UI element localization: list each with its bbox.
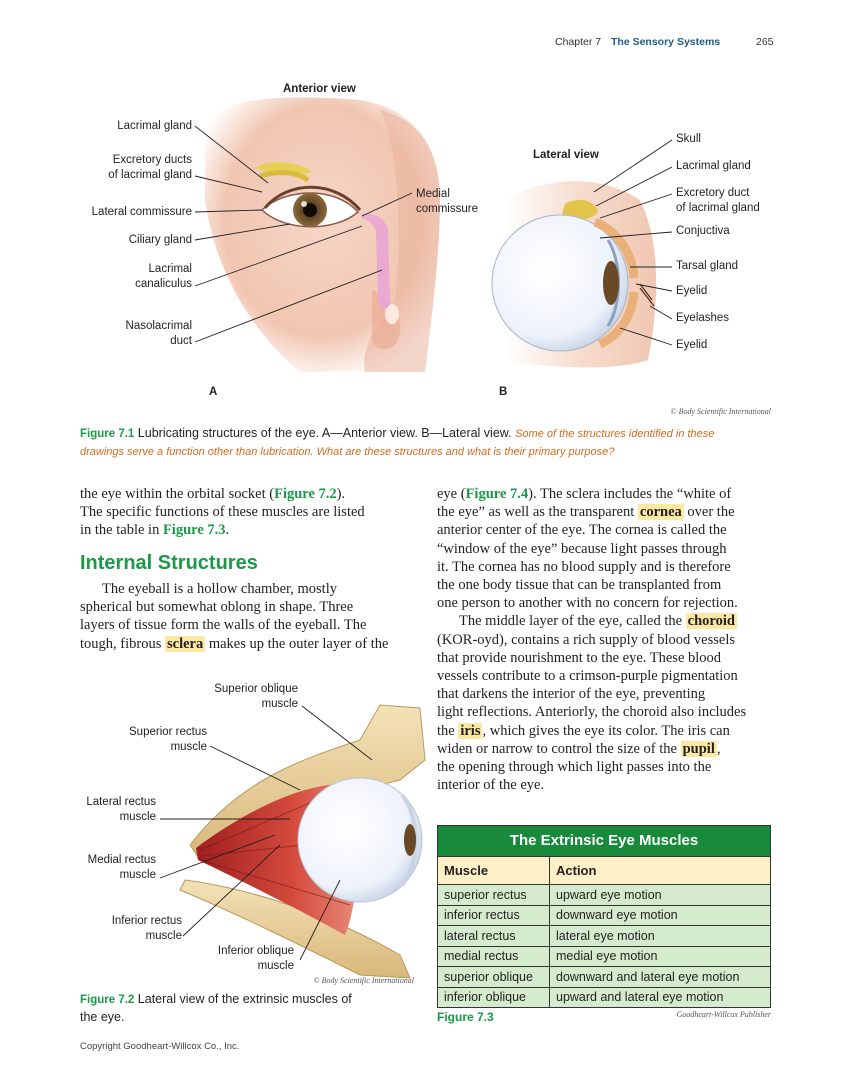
label-excretory-ducts-1: Excretory ducts [112, 154, 192, 166]
label-medial-rectus-2: muscle [119, 869, 156, 881]
table-cell-action: medial eye motion [556, 949, 658, 964]
label-lacrimal-canaliculus-1: Lacrimal [148, 263, 192, 275]
table-cell-muscle: superior rectus [438, 885, 550, 905]
term-cornea: cornea [639, 504, 682, 521]
header-chapter: Chapter 7 [555, 36, 602, 48]
figure-7-3-credit: Goodheart-Willcox Publisher [676, 1010, 771, 1019]
column-header-muscle: Muscle [438, 857, 550, 884]
table-cell-muscle: lateral rectus [438, 926, 550, 946]
label-ciliary-gland: Ciliary gland [128, 234, 192, 246]
table-cell-action: downward eye motion [556, 908, 678, 923]
label-excretory-duct-2: of lacrimal gland [676, 202, 760, 214]
label-medial-1: Medial [416, 188, 450, 200]
figure-7-2-number: Figure 7.2 [80, 994, 135, 1006]
label-inferior-rectus-1: Inferior rectus [111, 915, 182, 927]
table-title: The Extrinsic Eye Muscles [438, 826, 770, 856]
label-nasolacrimal-1: Nasolacrimal [125, 320, 192, 332]
right-paragraph: eye (Figure 7.4). The sclera includes the “white of the eye” as well as the transparent cornea over the anterior center of the eye. The cornea is called the “window of the eye” because light passes through it. The cornea has no blood supply and is therefore the one body tissue that can be transplanted from one person to another with no concern for rejection. The middle layer of the eye, called the choroid (KOR-oyd), contains a rich supply of blood vessels that provide nourishment to the eye. These blood vessels contribute to a crimson-purple pigmentation that darkens the interior of the eye, preventing light reflections. Anteriorly, the choroid also includes the iris , which gives the eye its color. The iris can widen or narrow to control the size of the pupil , the opening through which light passes into the interior of the eye. [437, 486, 747, 794]
label-eyelid-upper: Eyelid [676, 285, 708, 297]
table-row [438, 905, 770, 926]
left-paragraph-2: The eyeball is a hollow chamber, mostly spherical but somewhat oblong in shape. Three layers of tissue form the walls of the eyeball. The tough, fibrous sclera makes up the outer layer of the [80, 581, 389, 652]
table-cell-muscle: superior oblique [438, 967, 550, 987]
figure-7-2-ref[interactable]: Figure 7.2 [274, 486, 337, 502]
figure-7-4-ref[interactable]: Figure 7.4 [465, 486, 529, 502]
table-header-row [438, 856, 770, 884]
section-heading-internal-structures: Internal Structures [80, 552, 258, 574]
figure-7-1-caption-text: Lubricating structures of the eye. A—Anterior view. B—Lateral view. [134, 426, 516, 440]
label-excretory-ducts-2: of lacrimal gland [108, 169, 192, 181]
figure-7-2-caption: Figure 7.2 Lateral view of the extrinsic muscles of the eye. [80, 992, 352, 1024]
label-lacrimal-gland-anterior: Lacrimal gland [117, 120, 192, 132]
label-tarsal-gland: Tarsal gland [676, 260, 739, 272]
label-lateral-commissure: Lateral commissure [91, 206, 192, 218]
label-superior-rectus-1: Superior rectus [129, 726, 207, 738]
figure-7-1-question-1: Some of the structures identified in these [515, 428, 715, 440]
copyright-footer: Copyright Goodheart-Willcox Co., Inc. [80, 1041, 240, 1052]
figure-7-1-credit: © Body Scientific International [670, 407, 771, 416]
header-title: The Sensory Systems [611, 36, 721, 48]
label-inferior-rectus-2: muscle [145, 930, 182, 942]
term-pupil: pupil [682, 740, 715, 757]
label-eyelashes: Eyelashes [676, 312, 730, 324]
figure-7-1-number: Figure 7.1 [80, 428, 135, 440]
label-lateral-rectus-2: muscle [119, 811, 156, 823]
label-inferior-oblique-2: muscle [257, 960, 294, 972]
label-medial-rectus-1: Medial rectus [87, 854, 156, 866]
table-cell-action: lateral eye motion [556, 928, 655, 943]
table-row [438, 884, 770, 905]
left-paragraph-1: the eye within the orbital socket (Figure 7.2). The specific functions of these muscles are listed in the table in Figure 7.3. [80, 486, 365, 539]
table-cell-muscle: medial rectus [438, 947, 550, 967]
figure-7-3-label: Figure 7.3 [437, 1010, 494, 1024]
table-cell-action: downward and lateral eye motion [556, 969, 740, 984]
label-skull: Skull [676, 133, 701, 145]
table-row [438, 925, 770, 946]
label-lacrimal-canaliculus-2: canaliculus [135, 278, 192, 290]
label-lateral-rectus-1: Lateral rectus [86, 796, 156, 808]
column-header-action: Action [556, 863, 597, 878]
figure-7-1-question-2: drawings serve a function other than lubrication. What are these structures and what is their primary purpose? [80, 446, 615, 458]
panel-b-label: B [499, 386, 508, 398]
label-eyelid-lower: Eyelid [676, 339, 708, 351]
term-sclera: sclera [166, 635, 204, 652]
label-conjuctiva: Conjuctiva [676, 225, 730, 237]
term-iris: iris [460, 722, 481, 739]
table-row [438, 946, 770, 967]
figure-7-3-ref[interactable]: Figure 7.3 [162, 522, 226, 539]
table-cell-action: upward and lateral eye motion [556, 990, 724, 1005]
table-cell-action: upward eye motion [556, 887, 662, 902]
extrinsic-muscles-table [437, 825, 771, 1008]
label-superior-rectus-2: muscle [170, 741, 207, 753]
label-inferior-oblique-1: Inferior oblique [217, 945, 294, 957]
label-lacrimal-gland-lateral: Lacrimal gland [676, 160, 751, 172]
table-cell-muscle: inferior rectus [438, 906, 550, 926]
table-row [438, 987, 770, 1008]
label-superior-oblique-1: Superior oblique [214, 683, 298, 695]
label-excretory-duct-1: Excretory duct [676, 187, 750, 199]
label-nasolacrimal-2: duct [170, 335, 192, 347]
label-superior-oblique-2: muscle [261, 698, 298, 710]
figure-7-2-credit: © Body Scientific International [313, 976, 414, 985]
anterior-view-title: Anterior view [283, 83, 356, 95]
table-row [438, 966, 770, 987]
page-number: 265 [756, 36, 774, 48]
lateral-view-title: Lateral view [533, 149, 599, 161]
panel-a-label: A [209, 386, 218, 398]
table-cell-muscle: inferior oblique [438, 988, 550, 1008]
label-medial-2: commissure [416, 203, 478, 215]
term-choroid: choroid [687, 613, 735, 630]
